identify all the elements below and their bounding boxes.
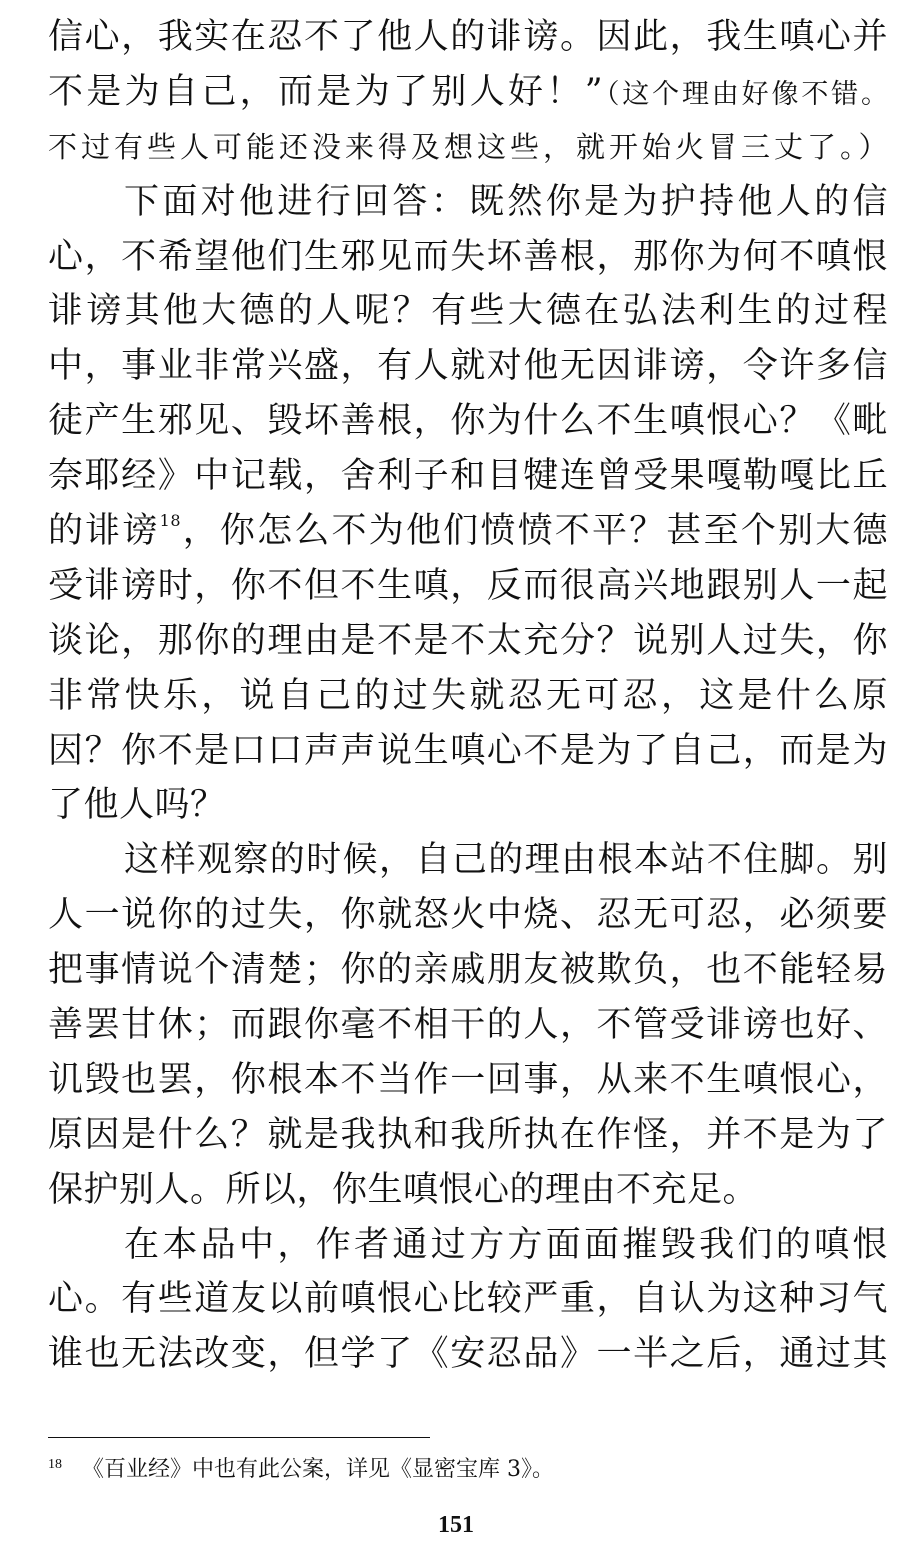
text-line: 善罢甘休；而跟你毫不相干的人，不管受诽谤也好、 [48, 1005, 888, 1046]
text-line: 中，事业非常兴盛，有人就对他无因诽谤，令许多信 [48, 346, 888, 387]
footnote-marker: 18 [48, 1457, 62, 1472]
footnote-text: 《百业经》中也有此公案，详见《显密宝库 3》。 [82, 1457, 554, 1482]
text-line: 了他人吗？ [48, 785, 226, 826]
text-line: 非常快乐，说自己的过失就忍无可忍，这是什么原 [48, 675, 888, 716]
text-line: 谈论，那你的理由是不是不太充分？说别人过失，你 [48, 620, 888, 661]
text-line: 不过有些人可能还没来得及想这些，就开始火冒三丈了。） [48, 129, 888, 164]
text-line: 信心，我实在忍不了他人的诽谤。因此，我生嗔心并 [48, 17, 888, 57]
page-number: 151 [438, 1512, 474, 1538]
text-line: 讥毁也罢，你根本不当作一回事，从来不生嗔恨心， [48, 1059, 888, 1100]
text-line: 徒产生邪见、毁坏善根，你为什么不生嗔恨心？《毗 [48, 401, 888, 442]
parenthetical-note: （这个理由好像不错。 [603, 78, 888, 110]
text-line: 奈耶经》中记载，舍利子和目犍连曾受果嘎勒嘎比丘 [48, 456, 888, 497]
text-span: ，你怎么不为他们愤愤不平？甚至个别大德 [181, 511, 888, 552]
text-line: 因？你不是口口声声说生嗔心不是为了自己，而是为 [48, 730, 888, 771]
text-line: 诽谤其他大德的人呢？有些大德在弘法利生的过程 [48, 291, 888, 332]
text-line: 心。有些道友以前嗔恨心比较严重，自认为这种习气 [48, 1279, 888, 1320]
text-line: 原因是什么？就是我执和我所执在作怪，并不是为了 [48, 1114, 888, 1155]
paragraph-start-line: 下面对他进行回答：既然你是为护持他人的信 [124, 181, 888, 222]
text-line: 谁也无法改变，但学了《安忍品》一半之后，通过其 [48, 1334, 888, 1375]
text-line [48, 504, 888, 559]
text-line: 人一说你的过失，你就怒火中烧、忍无可忍，必须要 [48, 895, 888, 936]
text-line [48, 65, 888, 120]
paragraph-start-line: 这样观察的时候，自己的理由根本站不住脚。别 [124, 840, 888, 881]
paragraph-start-line: 在本品中，作者通过方方面面摧毁我们的嗔恨 [124, 1224, 888, 1265]
main-text [48, 10, 888, 1382]
text-line: 受诽谤时，你不但不生嗔，反而很高兴地跟别人一起 [48, 565, 888, 606]
text-line: 保护别人。所以，你生嗔恨心的理由不充足。 [48, 1169, 759, 1210]
text-span: 的诽谤 [48, 511, 160, 552]
footnote-reference[interactable]: 18 [159, 511, 181, 531]
footnote [48, 1455, 554, 1485]
text-line: 心，不希望他们生邪见而失坏善根，那你为何不嗔恨 [48, 236, 888, 277]
text-line: 把事情说个清楚；你的亲戚朋友被欺负，也不能轻易 [48, 950, 888, 991]
footnote-divider [48, 1437, 430, 1438]
text-span: 不是为自己，而是为了别人好！” [48, 71, 604, 112]
